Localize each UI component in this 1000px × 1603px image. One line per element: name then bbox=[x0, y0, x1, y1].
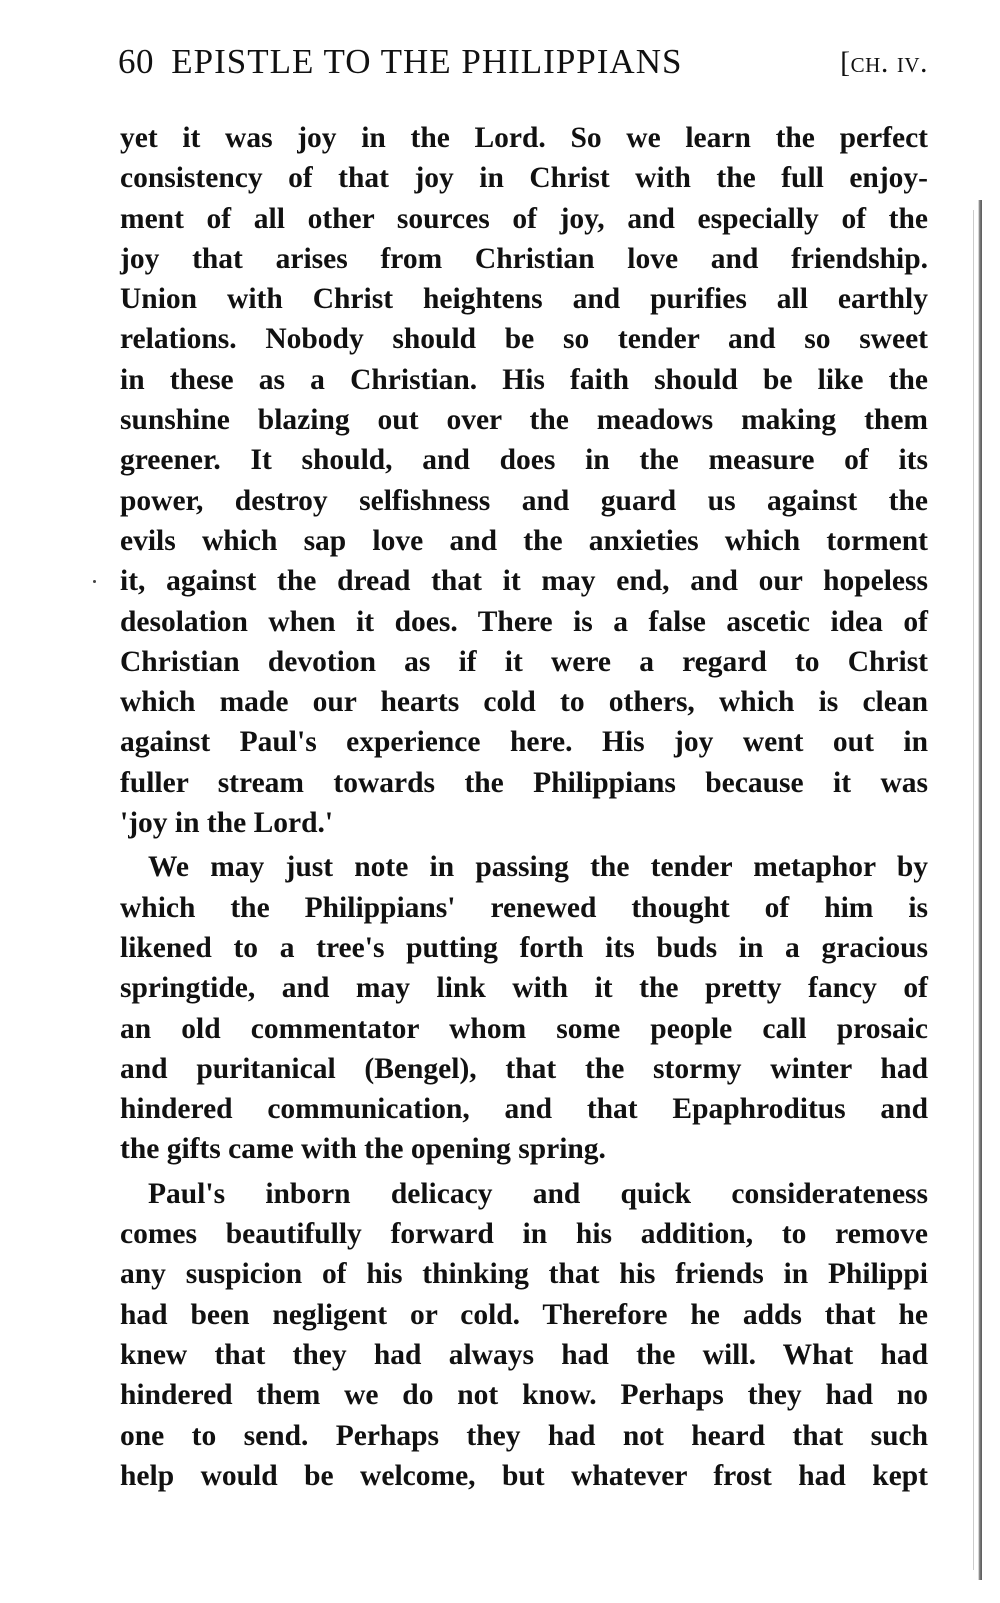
paragraph-2 bbox=[120, 847, 928, 1169]
text-line: Paul's inborn delicacy and quick considerateness bbox=[148, 1177, 928, 1210]
text-line: sunshine blazing out over the meadows making them bbox=[120, 404, 928, 437]
text-line: in these as a Christian. His faith should be like the bbox=[120, 363, 928, 396]
text-line: help would be welcome, but whatever frost had kept bbox=[120, 1459, 928, 1492]
text-line: comes beautifully forward in his addition, to remove bbox=[120, 1218, 928, 1251]
text-line: which made our hearts cold to others, which is clean bbox=[120, 686, 928, 719]
text-line: greener. It should, and does in the measure of its bbox=[120, 444, 928, 477]
page-number: 60 bbox=[118, 42, 154, 81]
text-line: one to send. Perhaps they had not heard that such bbox=[120, 1419, 928, 1452]
paragraph-3 bbox=[120, 1174, 928, 1496]
text-line: Union with Christ heightens and purifies all earthly bbox=[120, 283, 928, 316]
paragraph-1 bbox=[120, 118, 928, 843]
book-title: EPISTLE TO THE PHILIPPIANS bbox=[171, 42, 683, 81]
text-line: relations. Nobody should be so tender and so sweet bbox=[120, 323, 928, 356]
text-line: springtide, and may link with it the pretty fancy of bbox=[120, 972, 928, 1005]
text-line: evils which sap love and the anxieties which torment bbox=[120, 524, 928, 557]
text-line: hindered them we do not know. Perhaps they had no bbox=[120, 1379, 928, 1412]
page-edge-shadow bbox=[978, 200, 982, 1580]
text-line: any suspicion of his thinking that his friends in Philippi bbox=[120, 1258, 928, 1291]
text-line: knew that they had always had the will. What had bbox=[120, 1338, 928, 1371]
text-line: against Paul's experience here. His joy went out in bbox=[120, 726, 928, 759]
text-line: and puritanical (Bengel), that the stormy winter had bbox=[120, 1052, 928, 1085]
text-line: We may just note in passing the tender metaphor by bbox=[148, 851, 928, 884]
scan-speck bbox=[93, 580, 96, 583]
text-line: it, against the dread that it may end, and our hopeless bbox=[120, 565, 928, 598]
running-head bbox=[118, 42, 928, 92]
text-line: desolation when it does. There is a false ascetic idea of bbox=[120, 605, 928, 638]
text-line: Christian devotion as if it were a regard to Christ bbox=[120, 645, 928, 678]
text-line: joy that arises from Christian love and friendship. bbox=[120, 242, 928, 275]
text-line: the gifts came with the opening spring. bbox=[120, 1133, 606, 1166]
text-line: had been negligent or cold. Therefore he adds that he bbox=[120, 1298, 928, 1331]
text-line: power, destroy selfishness and guard us against the bbox=[120, 484, 928, 517]
text-line: ment of all other sources of joy, and especially of the bbox=[120, 202, 928, 235]
chapter-reference: [ch. iv. bbox=[840, 46, 928, 79]
body-text bbox=[120, 118, 928, 1496]
text-line: likened to a tree's putting forth its buds in a gracious bbox=[120, 931, 928, 964]
page-edge-line bbox=[973, 210, 974, 1570]
text-line: consistency of that joy in Christ with the full enjoy- bbox=[120, 162, 928, 195]
text-line: fuller stream towards the Philippians because it was bbox=[120, 766, 928, 799]
text-line: yet it was joy in the Lord. So we learn the perfect bbox=[120, 122, 928, 154]
text-line: 'joy in the Lord.' bbox=[120, 807, 334, 840]
text-line: which the Philippians' renewed thought of him is bbox=[120, 891, 928, 924]
text-line: hindered communication, and that Epaphroditus and bbox=[120, 1093, 928, 1126]
text-line: an old commentator whom some people call prosaic bbox=[120, 1012, 928, 1045]
